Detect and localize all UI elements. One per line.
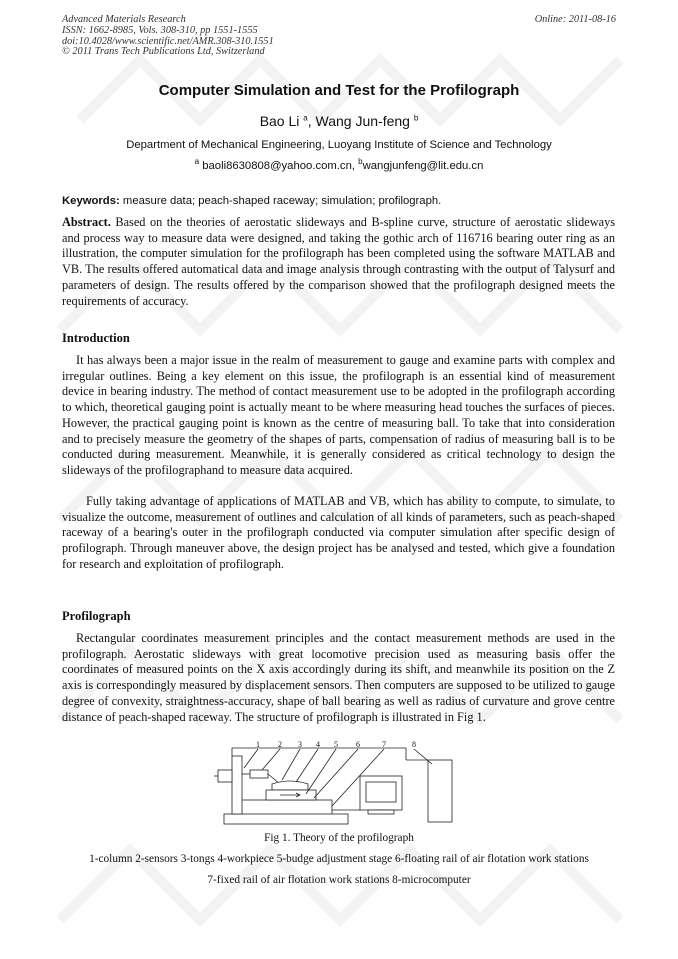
figure-legend-line-2: 7-fixed rail of air flotation work stations 8-microcomputer xyxy=(207,874,471,886)
introduction-heading: Introduction xyxy=(62,331,130,345)
online-date: Online: 2011-08-16 xyxy=(534,14,616,25)
email-a-sup: a xyxy=(194,157,200,167)
diagram-label-3: 3 xyxy=(298,740,302,749)
introduction-paragraph-1: It has always been a major issue in the realm of measurement to gauge and examine parts with complex and irregular outlines. Being a key element on this issue, the profilograph is an essential kind of measurement device in bearing industry. The method of contact measurement use to be adopted in the profilograph according to which, theoretical gauging point is actually meant to be where measuring head touches the surfaces of pieces. However, the practical gauging point is known as the centre of measuring ball. To take that into consideration and to precisely measure the geometry of the shapes of parts, compensation of radius of measuring ball is to be conducted during measurement. Meanwhile, it is generally considered as critical technology to design the slideways of the profilographand to measure data acquired. xyxy=(62,353,615,477)
journal-copyright: © 2011 Trans Tech Publications Ltd, Switzerland xyxy=(62,46,265,58)
journal-name: Advanced Materials Research xyxy=(62,14,186,25)
author-2: Wang Jun-feng xyxy=(315,113,410,129)
diagram-label-5: 5 xyxy=(334,740,338,749)
keywords xyxy=(62,195,617,207)
journal-doi: doi:10.4028/www.scientific.net/AMR.308-310.1551 xyxy=(62,35,274,47)
introduction-paragraph-2: Fully taking advantage of applications of MATLAB and VB, which has ability to compute, to simulate, to visualize the outcome, measurement of outlines and calculation of all kinds of parameters, such as peach-shaped raceway of a bearing's outer in the profilograph conducted via computer simulation after specific design of profilograph. Through maneuver above, the design project has be analysed and tested, which give a foundation for research and exploitation of profilograph. xyxy=(62,494,615,571)
affiliation: Department of Mechanical Engineering, Luoyang Institute of Science and Technology xyxy=(126,139,552,151)
author-2-sup: b xyxy=(413,113,419,123)
diagram-label-6: 6 xyxy=(356,740,360,749)
profilograph-diagram xyxy=(210,740,472,828)
author-1: Bao Li xyxy=(259,113,300,129)
keywords-text: measure data; peach-shaped raceway; simulation; profilograph. xyxy=(122,195,442,207)
email-b-sup: b xyxy=(358,157,363,167)
email-line xyxy=(0,157,678,172)
column-head xyxy=(218,770,232,782)
email-a: baoli8630808@yahoo.com.cn, xyxy=(202,160,356,172)
keywords-label: Keywords: xyxy=(62,195,120,207)
machine-bed xyxy=(224,814,348,824)
journal-header xyxy=(62,15,616,58)
abstract xyxy=(62,215,615,309)
profilograph-heading: Profilograph xyxy=(62,609,131,623)
abstract-label: Abstract. xyxy=(62,215,111,229)
journal-issn: ISSN: 1662-8985, Vols. 308-310, pp 1551-1555 xyxy=(62,24,258,36)
author-line xyxy=(0,113,678,129)
diagram-label-4: 4 xyxy=(316,740,320,749)
figure-caption: Fig 1. Theory of the profilograph xyxy=(264,832,414,844)
abstract-text: Based on the theories of aerostatic slideways and B-spline curve, structure of aerostatic slideways and process way to measure data were designed, and taking the gothic arch of 116716 bearing outer ring as an illustration, the computer simulation for the profilograph has been completed using the software MATLAB and VB. The results offered automatical data and image analysis through contrasting with the output of Talysurf and parameters of design. The results offered by the comparison showed that the profilograph designed meets the requirements of accuracy. xyxy=(62,215,615,308)
computer-tower xyxy=(428,760,452,822)
column xyxy=(232,756,242,814)
author-separator: , xyxy=(307,113,316,129)
workpiece xyxy=(272,781,308,790)
diagram-label-8: 8 xyxy=(412,740,416,749)
profilograph-paragraph-1: Rectangular coordinates measurement principles and the contact measurement methods are used in the profilograph. Aerostatic slideways with great locomotive precision used as measuring basis offer the coordinates of measured points on the X axis accordingly during its shift, and meanwhile its position on the Z axis is correspondingly measured by displacement sensors. Then computers are supposed to be utilized to gauge degree of convexity, straightness-accuracy, shape of ball bearing as well as radius of curvature and grove centre distance of peach-shaped raceway. The structure of profilograph is illustrated in Fig 1. xyxy=(62,631,615,724)
diagram-label-2: 2 xyxy=(278,740,282,749)
paper-title: Computer Simulation and Test for the Profilograph xyxy=(158,82,520,99)
diagram-label-1: 1 xyxy=(256,740,260,749)
figure-legend-line-1: 1-column 2-sensors 3-tongs 4-workpiece 5-budge adjustment stage 6-floating rail of air flotation work stations xyxy=(89,853,589,865)
email-b: wangjunfeng@lit.edu.cn xyxy=(362,160,484,172)
sensor xyxy=(250,770,268,778)
author-1-sup: a xyxy=(303,113,308,123)
diagram-label-7: 7 xyxy=(382,740,386,749)
